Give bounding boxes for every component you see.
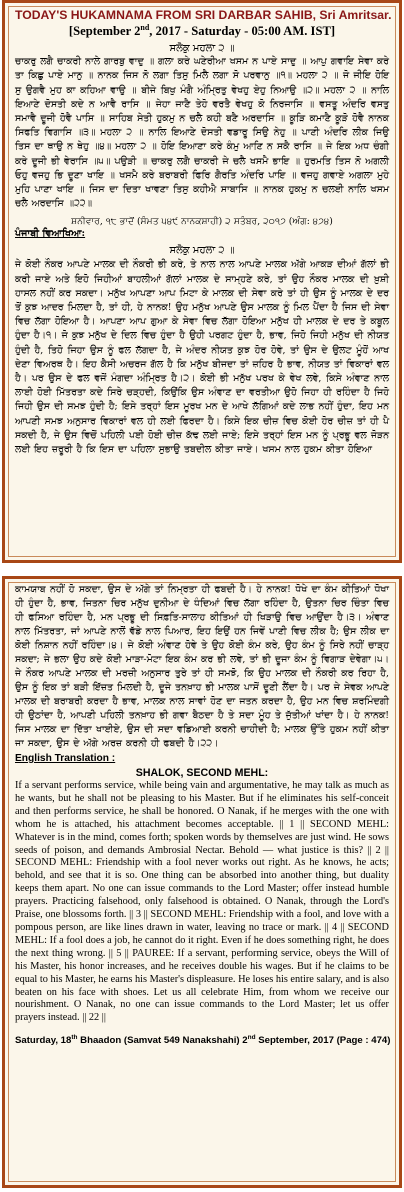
punjabi-heading: ਸਲੋਕੁ ਮਹਲਾ ੨ ॥ xyxy=(169,245,235,257)
date-line: [September 2nd, 2017 - Saturday - 05:00 AM. IST] xyxy=(68,23,336,39)
english-heading: SHALOK, SECOND MEHL: xyxy=(135,767,269,779)
gurbani-text: ਚਾਕਰੁ ਲਗੈ ਚਾਕਰੀ ਨਾਲੇ ਗਾਰਬੁ ਵਾਦੁ ॥ ਗਲਾ ਕਰੇ ਘਣੇਰੀਆ ਖਸਮ ਨ ਪਾਏ ਸਾਦੁ ॥ ਆਪੁ ਗਵਾਇ ਸੇਵਾ ਕਰੇ ਤਾ ਕਿਛੁ ਪਾਏ ਮਾਨੁ ॥ ਨਾਨਕ ਜਿਸ ਨੋ ਲਗਾ ਤਿਸੁ ਮਿਲੈ ਲਗਾ ਸੋ ਪਰਵਾਨੁ ॥੧॥ ਮਹਲਾ ੨ ॥ ਜੋ ਜੀਇ ਹੋਇ ਸੁ ਉਗਵੈ ਮੁਹ ਕਾ ਕਹਿਆ ਵਾਉ ॥ ਬੀਜੇ ਬਿਖੁ ਮੰਗੈ ਅੰਮ੍ਰਿਤੁ ਵੇਖਹੁ ਏਹੁ ਨਿਆਉ ॥੨॥ ਮਹਲਾ ੨ ॥ ਨਾਲਿ ਇਆਣੇ ਦੋਸਤੀ ਕਦੇ ਨ ਆਵੈ ਰਾਸਿ ॥ ਜੇਹਾ ਜਾਣੈ ਤੇਹੋ ਵਰਤੈ ਵੇਖਹੁ ਕੋ ਨਿਰਜਾਸਿ ॥ ਵਸਤੂ ਅੰਦਰਿ ਵਸਤੁ ਸਮਾਵੈ ਦੂਜੀ ਹੋਵੈ ਪਾਸਿ ॥ ਸਾਹਿਬ ਸੇਤੀ ਹੁਕਮੁ ਨ ਚਲੈ ਕਹੀ ਬਣੈ ਅਰਦਾਸਿ ॥ ਕੂੜਿ ਕਮਾਣੈ ਕੂੜੋ ਹੋਵੈ ਨਾਨਕ ਸਿਫਤਿ ਵਿਗਾਸਿ ॥੩॥ ਮਹਲਾ ੨ ॥ ਨਾਲਿ ਇਆਣੇ ਦੋਸਤੀ ਵਡਾਰੂ ਸਿਉ ਨੇਹੁ ॥ ਪਾਣੀ ਅੰਦਰਿ ਲੀਕ ਜਿਉ ਤਿਸ ਦਾ ਥਾਉ ਨ ਥੇਹੁ ॥੪॥ ਮਹਲਾ ੨ ॥ ਹੋਇ ਇਆਣਾ ਕਰੇ ਕੰਮੁ ਆਣਿ ਨ ਸਕੈ ਰਾਸਿ ॥ ਜੇ ਇਕ ਅਧ ਚੰਗੀ ਕਰੇ ਦੂਜੀ ਭੀ ਵੇਰਾਸਿ ॥੫॥ ਪਉੜੀ ॥ ਚਾਕਰੁ ਲਗੈ ਚਾਕਰੀ ਜੇ ਚਲੈ ਖਸਮੈ ਭਾਇ ॥ ਹੁਰਮਤਿ ਤਿਸ ਨੋ ਅਗਲੀ ਓਹੁ ਵਜਹੁ ਭਿ ਦੂਣਾ ਖਾਇ ॥ ਖਸਮੈ ਕਰੇ ਬਰਾਬਰੀ ਫਿਰਿ ਗੈਰਤਿ ਅੰਦਰਿ ਪਾਇ ॥ ਵਜਹੁ ਗਵਾਏ ਅਗਲਾ ਮੁਹੇ ਮੁਹਿ ਪਾਣਾ ਖਾਇ ॥ ਜਿਸ ਦਾ ਦਿਤਾ ਖਾਵਣਾ ਤਿਸੁ ਕਹੀਐ ਸਾਬਾਸਿ ॥ ਨਾਨਕ ਹੁਕਮੁ ਨ ਚਲਈ ਨਾਲਿ ਖਸਮ ਚਲੈ ਅਰਦਾਸਿ ॥੨੨॥ xyxy=(15,56,389,210)
hukamnama-panel-top xyxy=(2,0,402,563)
hukamnama-panel-bottom xyxy=(2,576,402,1188)
punjabi-explanation-part2: ਕਾਮਯਾਬ ਨਹੀਂ ਹੋ ਸਕਦਾ, ਉਸ ਦੇ ਅੱਗੇ ਤਾਂ ਨਿਮ੍ਰਤਾ ਹੀ ਫਬਦੀ ਹੈ। ਹੇ ਨਾਨਕ! ਧੋਖੇ ਦਾ ਕੰਮ ਕੀਤਿਆਂ ਧੋਖਾ ਹੀ ਹੁੰਦਾ ਹੈ, ਭਾਵ, ਜਿਤਨਾ ਚਿਰ ਮਨੁੱਖ ਦੁਨੀਆ ਦੇ ਧੰਦਿਆਂ ਵਿਚ ਲੱਗਾ ਰਹਿੰਦਾ ਹੈ, ਉਤਨਾ ਚਿਰ ਚਿੰਤਾ ਵਿਚ ਹੀ ਫਸਿਆ ਰਹਿੰਦਾ ਹੈ, ਮਨ ਪ੍ਰਭੂ ਦੀ ਸਿਫ਼ਤਿ-ਸਾਲਾਹ ਕੀਤਿਆਂ ਹੀ ਖਿੜਾਉ ਵਿਚ ਆਉਂਦਾ ਹੈ।੩। ਅੰਞਾਣ ਨਾਲ ਮਿੱਤਰਤਾ, ਜਾਂ ਆਪਣੇ ਨਾਲੋਂ ਵੱਡੇ ਨਾਲ ਪਿਆਰ, ਇਹ ਇਉਂ ਹਨ ਜਿਵੇਂ ਪਾਣੀ ਵਿਚ ਲੀਕ ਹੈ; ਉਸ ਲੀਕ ਦਾ ਕੋਈ ਨਿਸ਼ਾਨ ਨਹੀਂ ਰਹਿੰਦਾ।੪। ਜੇ ਕੋਈ ਅੰਞਾਣ ਹੋਵੇ ਤੇ ਉਹ ਕੋਈ ਕੰਮ ਕਰੇ, ਉਹ ਕੰਮ ਨੂੰ ਸਿਰੇ ਨਹੀਂ ਚਾੜ੍ਹ ਸਕਦਾ; ਜੇ ਭਲਾ ਉਹ ਕਦੇ ਕੋਈ ਮਾੜਾ-ਮੋਟਾ ਇਕ ਕੰਮ ਕਰ ਭੀ ਲਵੇ, ਤਾਂ ਭੀ ਦੂਜਾ ਕੰਮ ਨੂੰ ਵਿਗਾੜ ਦੇਵੇਗਾ।੫। ਜੇ ਨੌਕਰ ਆਪਣੇ ਮਾਲਕ ਦੀ ਮਰਜ਼ੀ ਅਨੁਸਾਰ ਤੁਰੇ ਤਾਂ ਹੀ ਸਮਝੋ, ਕਿ ਉਹ ਮਾਲਕ ਦੀ ਨੌਕਰੀ ਕਰ ਰਿਹਾ ਹੈ, ਉਸ ਨੂੰ ਇਕ ਤਾਂ ਬੜੀ ਇੱਜ਼ਤ ਮਿਲਦੀ ਹੈ, ਦੂਜੇ ਤਨਖ਼ਾਹ ਭੀ ਮਾਲਕ ਪਾਸੋਂ ਦੂਣੀ ਲੈਂਦਾ ਹੈ। ਪਰ ਜੇ ਸੇਵਕ ਆਪਣੇ ਮਾਲਕ ਦੀ ਬਰਾਬਰੀ ਕਰਦਾ ਹੈ ਭਾਵ, ਮਾਲਕ ਨਾਲ ਸਾਵਾਂ ਹੋਣ ਦਾ ਜਤਨ ਕਰਦਾ ਹੈ, ਉਹ ਮਨ ਵਿਚ ਸ਼ਰਮਿੰਦਗੀ ਹੀ ਉਠਾਂਦਾ ਹੈ, ਆਪਣੀ ਪਹਿਲੀ ਤਨਖ਼ਾਹ ਭੀ ਗਵਾ ਬੈਠਦਾ ਹੈ ਤੇ ਸਦਾ ਮੂੰਹ ਤੇ ਜੁੱਤੀਆਂ ਖਾਂਦਾ ਹੈ। ਹੇ ਨਾਨਕ! ਜਿਸ ਮਾਲਕ ਦਾ ਦਿੱਤਾ ਖਾਈਏ, ਉਸ ਦੀ ਸਦਾ ਵਡਿਆਈ ਕਰਨੀ ਚਾਹੀਦੀ ਹੈ; ਮਾਲਕ ਉੱਤੇ ਹੁਕਮ ਨਹੀਂ ਕੀਤਾ ਜਾ ਸਕਦਾ, ਉਸ ਦੇ ਅੱਗੇ ਅਰਜ਼ ਕਰਨੀ ਹੀ ਫਬਦੀ ਹੈ।੨੨। xyxy=(15,584,389,749)
english-translation-text: If a servant performs service, while being vain and argumentative, he may talk as much as he wants, but he shall not be pleasing to his Master. But if he eliminates his self-conceit and then performs service, he shall be honored. O Nanak, if he merges with the one with whom he is attached, his attachment becomes acceptable. || 1 || SECOND MEHL: Whatever is in the mind, comes forth; spoken words by themselves are just wind. He sows seeds of poison, and demands Ambrosial Nectar. Behold — what justice is this? || 2 || SECOND MEHL: Friendship with a fool never works out right. As he knows, he acts; behold, and see that it is so. One thing can be absorbed into another thing, but duality keeps them apart. No one can issue commands to the Lord Master; offer instead humble prayers. Practicing falsehood, only falsehood is obtained. O Nanak, through the Lord's Praise, one blossoms forth. || 3 || SECOND MEHL: Friendship with a fool, and love with a pompous person, are like lines drawn in water, leaving no trace or mark. || 4 || SECOND MEHL: If a fool does a job, he cannot do it right. Even if he does something right, he does the next thing wrong. || 5 || PAUREE: If a servant, performing service, obeys the Will of his Master, his honor increases, and he receives double his wages. But if he claims to be equal to his Master, he earns his Master's displeasure. He loses his entire salary, and is also beaten on his face with shoes. Let us all celebrate Him, from whom we receive our nourishment. O Nanak, no one can issue commands to the Lord Master; let us offer prayers instead. || 22 || xyxy=(15,780,389,1024)
punjabi-explanation-part1: ਜੇ ਕੋਈ ਨੌਕਰ ਆਪਣੇ ਮਾਲਕ ਦੀ ਨੌਕਰੀ ਭੀ ਕਰੇ, ਤੇ ਨਾਲ ਨਾਲ ਆਪਣੇ ਮਾਲਕ ਅੱਗੇ ਆਕੜ ਦੀਆਂ ਗੱਲਾਂ ਭੀ ਕਰੀ ਜਾਏ ਅਤੇ ਇਹੋ ਜਿਹੀਆਂ ਬਾਹਲੀਆਂ ਗੱਲਾਂ ਮਾਲਕ ਦੇ ਸਾਮ੍ਹਣੇ ਕਰੇ, ਤਾਂ ਉਹ ਨੌਕਰ ਮਾਲਕ ਦੀ ਖ਼ੁਸ਼ੀ ਹਾਸਲ ਨਹੀਂ ਕਰ ਸਕਦਾ। ਮਨੁੱਖ ਆਪਣਾ ਆਪ ਮਿਟਾ ਕੇ ਮਾਲਕ ਦੀ ਸੇਵਾ ਕਰੇ ਤਾਂ ਹੀ ਉਸ ਨੂੰ ਮਾਲਕ ਦੇ ਦਰ ਤੋਂ ਕੁਝ ਆਦਰ ਮਿਲਦਾ ਹੈ, ਤਾਂ ਹੀ, ਹੇ ਨਾਨਕ! ਉਹ ਮਨੁੱਖ ਆਪਣੇ ਉਸ ਮਾਲਕ ਨੂੰ ਮਿਲ ਪੈਂਦਾ ਹੈ ਜਿਸ ਦੀ ਸੇਵਾ ਵਿਚ ਲੱਗਾ ਹੋਇਆ ਹੈ। ਆਪਣਾ ਆਪ ਗੁਆ ਕੇ ਸੇਵਾ ਵਿਚ ਲੱਗਾ ਹੋਇਆ ਮਨੁੱਖ ਹੀ ਮਾਲਕ ਦੇ ਦਰ ਤੇ ਕਬੂਲ ਹੁੰਦਾ ਹੈ।੧। ਜੋ ਕੁਝ ਮਨੁੱਖ ਦੇ ਦਿਲ ਵਿਚ ਹੁੰਦਾ ਹੈ ਉਹੀ ਪਰਗਟ ਹੁੰਦਾ ਹੈ, ਭਾਵ, ਜਿਹੋ ਜਿਹੀ ਮਨੁੱਖ ਦੀ ਨੀਯਤ ਹੁੰਦੀ ਹੈ, ਤਿਹੋ ਜਿਹਾ ਉਸ ਨੂੰ ਫਲ ਲੱਗਦਾ ਹੈ, ਜੇ ਅੰਦਰ ਨੀਯਤ ਕੁਝ ਹੋਰ ਹੋਵੇ, ਤਾਂ ਉਸ ਦੇ ਉਲਟ ਮੂੰਹੋਂ ਆਖ ਦੇਣਾ ਵਿਅਰਥ ਹੈ। ਇਹ ਕੈਸੀ ਅਚਰਜ ਗੱਲ ਹੈ ਕਿ ਮਨੁੱਖ ਬੀਜਦਾ ਤਾਂ ਜ਼ਹਿਰ ਹੈ ਭਾਵ, ਨੀਯਤ ਤਾਂ ਵਿਕਾਰਾਂ ਵਲ ਹੈ। ਪਰ ਉਸ ਦੇ ਫਲ ਵਜੋਂ ਮੰਗਦਾ ਅੰਮ੍ਰਿਤ ਹੈ।੨। ਕੋਈ ਭੀ ਮਨੁੱਖ ਪਰਖ ਕੇ ਵੇਖ ਲਵੇ, ਕਿਸੇ ਅੰਞਾਣ ਨਾਲ ਲਾਈ ਹੋਈ ਮਿੱਤਰਤਾ ਕਦੇ ਸਿਰੇ ਚੜ੍ਹਦੀ, ਕਿਉਂਕਿ ਉਸ ਅੰਞਾਣ ਦਾ ਵਰਤੀਆ ਉਹੋ ਜਿਹਾ ਹੀ ਰਹਿੰਦਾ ਹੈ ਜਿਹੋ ਜਿਹੀ ਉਸ ਦੀ ਸਮਝ ਹੁੰਦੀ ਹੈ; ਇਸੇ ਤਰ੍ਹਾਂ ਇਸ ਮੂਰਖ ਮਨ ਦੇ ਆਖੇ ਲੱਗਿਆਂ ਕਦੇ ਲਾਭ ਨਹੀਂ ਹੁੰਦਾ, ਇਹ ਮਨ ਆਪਣੀ ਸਮਝ ਅਨੁਸਾਰ ਵਿਕਾਰਾਂ ਵਲ ਹੀ ਲਈ ਫਿਰਦਾ ਹੈ। ਕਿਸੇ ਇਕ ਚੀਜ਼ ਵਿਚ ਕੋਈ ਹੋਰ ਚੀਜ਼ ਤਾਂ ਹੀ ਪੈ ਸਕਦੀ ਹੈ, ਜੇ ਉਸ ਵਿਚੋਂ ਪਹਿਲੀ ਪਈ ਹੋਈ ਚੀਜ਼ ਕੱਢ ਲਈ ਜਾਏ; ਇਸੇ ਤਰ੍ਹਾਂ ਇਸ ਮਨ ਨੂੰ ਪ੍ਰਭੂ ਵਲ ਜੋੜਨ ਲਈ ਇਹ ਜ਼ਰੂਰੀ ਹੈ ਕਿ ਇਸ ਦਾ ਪਹਿਲਾ ਸੁਭਾਉ ਤਬਦੀਲ ਕੀਤਾ ਜਾਏ। ਖਸਮ ਨਾਲ ਹੁਕਮ ਕੀਤਾ ਹੋਇਆ xyxy=(15,259,390,456)
gurbani-heading: ਸਲੋਕੁ ਮਹਲਾ ੨ ॥ xyxy=(169,43,235,55)
punjabi-section-label: ਪੰਜਾਬੀ ਵਿਆਖਿਆ: xyxy=(15,228,86,240)
english-section-label: English Translation : xyxy=(15,753,116,764)
page-title: TODAY'S HUKAMNAMA FROM SRI DARBAR SAHIB, Sri Amritsar. xyxy=(15,8,392,22)
punjabi-date-line: ਸ਼ਨੀਵਾਰ, ੧੮ ਭਾਦੋਂ (ਸੰਮਤ ੫੪੯ ਨਾਨਕਸ਼ਾਹੀ) ੨ ਸਤੰਬਰ, ੨੦੧੭ (ਅੰਗ: ੪੭੪) xyxy=(71,216,333,228)
footer-date-line: Saturday, 18th Bhaadon (Samvat 549 Nanakshahi) 2nd September, 2017 (Page : 474) xyxy=(15,1034,391,1047)
